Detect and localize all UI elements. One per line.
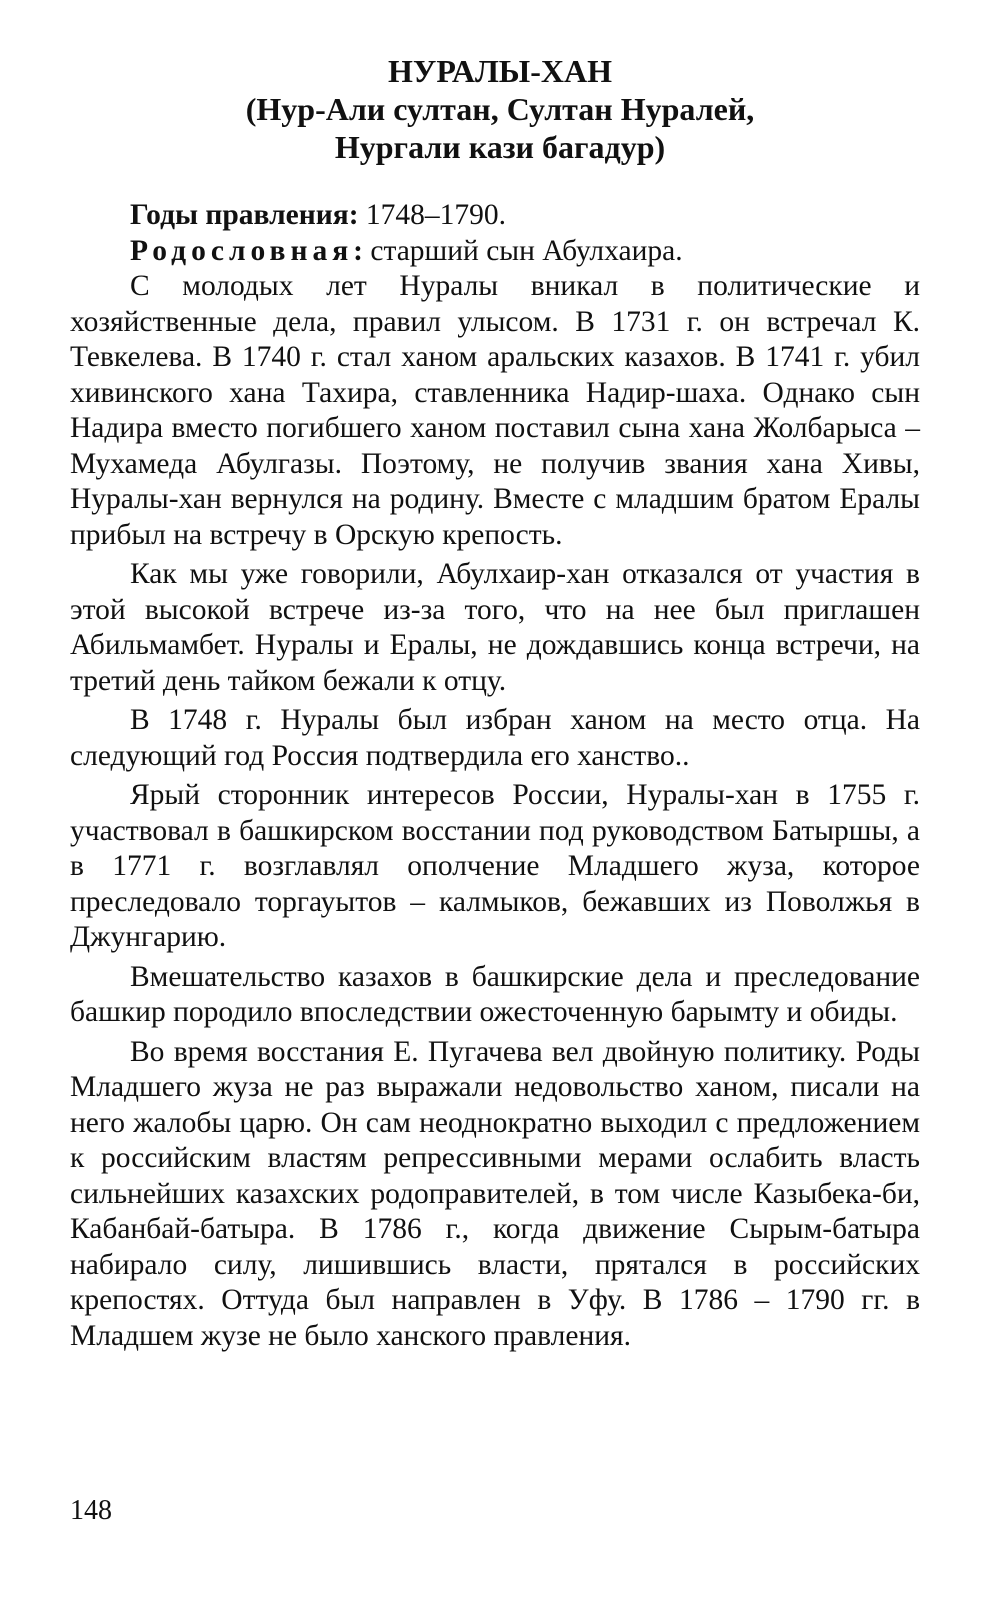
- reign-label: Годы правления: [130, 199, 349, 231]
- paragraph: Ярый сторонник интересов России, Нуралы-хан в 1755 г. участвовал в башкирском восстании под руководством Батыршы, а в 1771 г. возглавлял ополчение Младшего жуза, которое преследовало торгауытов – калмыков, бежавших из Поволжья в Джунгарию.: [70, 779, 920, 953]
- paragraph: С молодых лет Нуралы вникал в политические и хозяйственные дела, правил улысом. В 1731 г. он встречал К. Тевкелева. В 1740 г. стал ханом аральских казахов. В 1741 г. убил хивинского хана Тахира, ставленника Надир-шаха. Однако сын Надира вместо погибшего ханом поставил сына хана Жолбарыса – Мухамеда Абулгазы. Поэтому, не получив звания хана Хивы, Нуралы-хан вернулся на родину. Вместе с младшим братом Ералы прибыл на встречу в Орскую крепость.: [70, 270, 920, 551]
- paragraph: Во время восстания Е. Пугачева вел двойную политику. Роды Младшего жуза не раз выражали недовольство ханом, писали на него жалобы царю. Он сам неоднократно выходил с предложением к российским властям репрессивными мерами ослабить власть сильнейших казахских родоправителей, в том числе Казыбека-би, Кабанбай-батыра. В 1786 г., когда движение Сырым-батыра набирало силу, лишившись власти, прятался в российских крепостях. Оттуда был направлен в Уфу. В 1786 – 1790 гг. в Младшем жузе не было ханского правления.: [70, 1035, 920, 1352]
- lineage-label: Родословная: [130, 234, 354, 267]
- article-title: НУРАЛЫ-ХАН: [388, 53, 612, 89]
- reign-value: 1748–1790.: [365, 199, 507, 231]
- paragraph: Вмешательство казахов в башкирские дела и преследование башкир породило впоследствии ожесточенную барымту и обиды.: [70, 960, 920, 1028]
- article-subtitle-line-1: (Нур-Али султан, Султан Нуралей,: [245, 91, 755, 127]
- article-subtitle-line-2: Нургали кази багадур): [334, 129, 666, 165]
- paragraph: Как мы уже говорили, Абулхаир-хан отказался от участия в этой высокой встрече из-за того, что на нее был приглашен Абильмамбет. Нуралы и Ералы, не дождавшись конца встречи, на третий день тайком бежали к отцу.: [70, 558, 920, 697]
- reign-years: Годы правления: 1748–1790.: [130, 199, 507, 231]
- paragraph: В 1748 г. Нуралы был избран ханом на место отца. На следующий год Россия подтвердила его ханство..: [70, 704, 920, 772]
- article-heading: [120, 52, 880, 166]
- lineage: Родословная: старший сын Абулхаира.: [130, 234, 683, 267]
- article-body: [70, 198, 920, 1354]
- lineage-value: старший сын Абулхаира.: [370, 234, 683, 267]
- page-number: 148: [70, 1495, 112, 1526]
